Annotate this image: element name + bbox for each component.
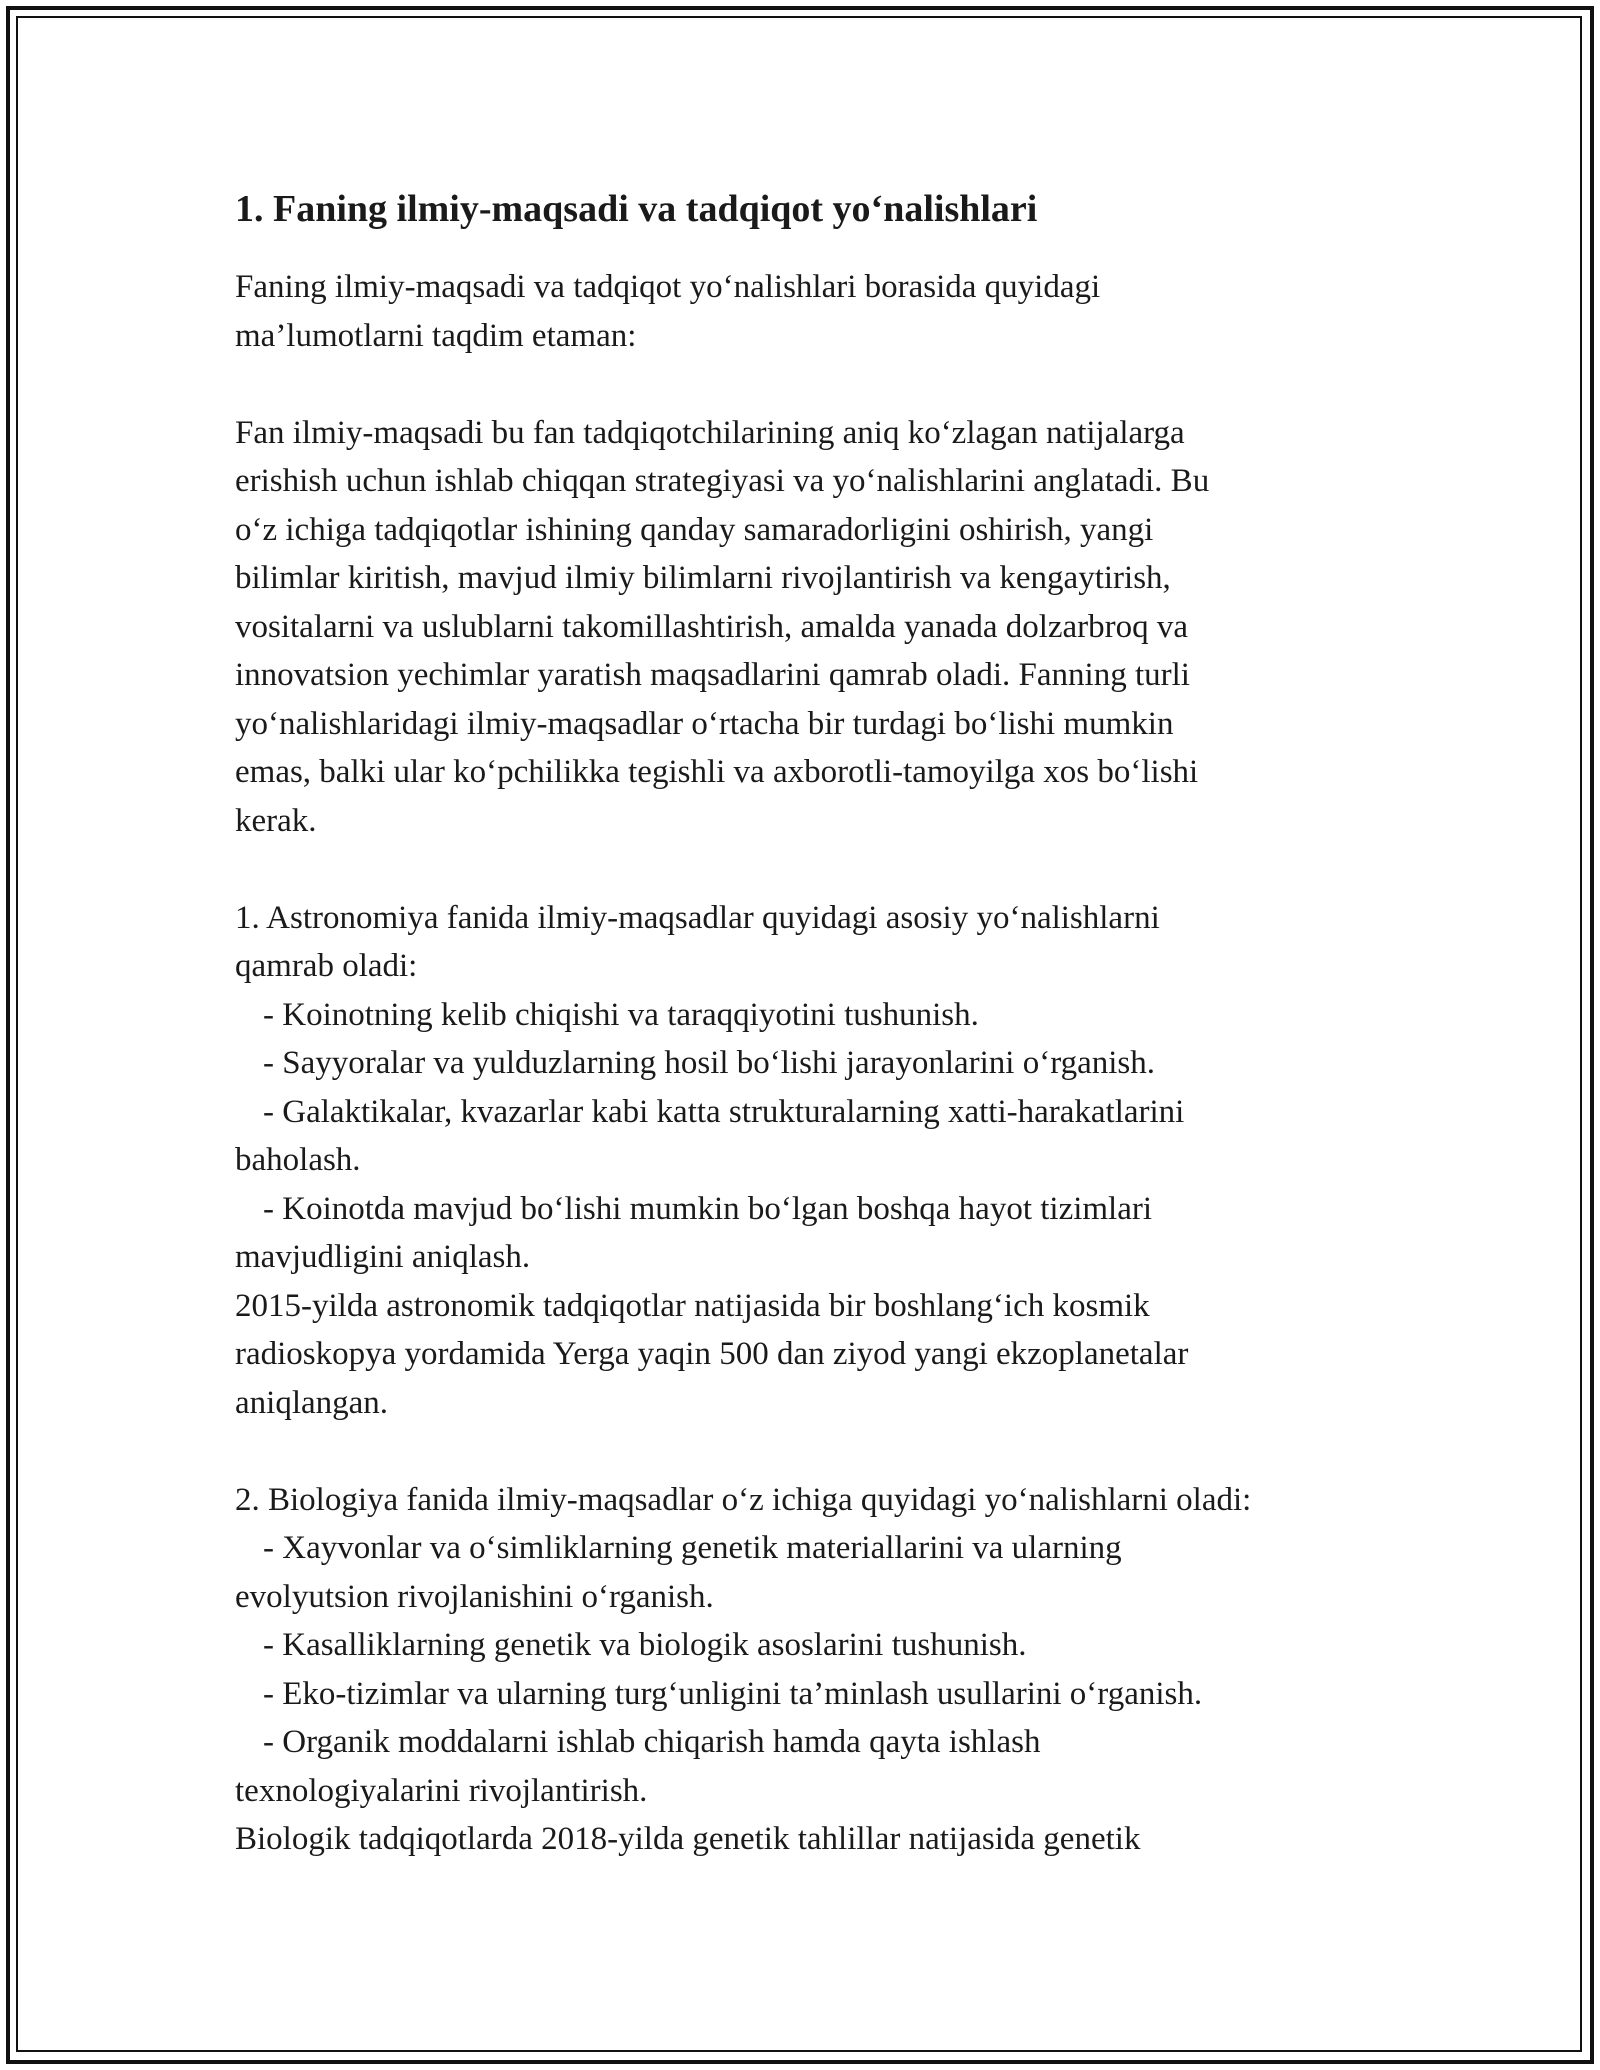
text-line: radioskopya yordamida Yerga yaqin 500 dan ziyod yangi ekzoplanetalar xyxy=(235,1336,1189,1372)
list-item: - Eko-tizimlar va ularning turg‘unligini ta’minlash usullarini o‘rganish. xyxy=(263,1675,1203,1712)
text-line: emas, balki ular ko‘pchilikka tegishli va axborotli-tamoyilga xos bo‘lishi xyxy=(235,754,1199,790)
list-item-continuation: texnologiyalarini rivojlantirish. xyxy=(235,1772,648,1809)
text-line: ma’lumotlarni taqdim etaman: xyxy=(235,317,637,354)
section-heading: 1. Faning ilmiy-maqsadi va tadqiqot yo‘nalishlari xyxy=(235,188,1038,230)
document-body xyxy=(235,185,1395,1864)
list-heading: qamrab oladi: xyxy=(235,948,418,984)
list-heading: 2. Biologiya fanida ilmiy-maqsadlar o‘z ichiga quyidagi yo‘nalishlarni oladi: xyxy=(235,1481,1252,1518)
list-item-continuation: mavjudligini aniqlash. xyxy=(235,1239,531,1275)
list-item: - Koinotning kelib chiqishi va taraqqiyotini tushunish. xyxy=(263,996,979,1033)
text-line: yo‘nalishlaridagi ilmiy-maqsadlar o‘rtacha bir turdagi bo‘lishi mumkin xyxy=(235,705,1174,742)
intro-paragraph xyxy=(235,263,1395,360)
text-line: bilimlar kiritish, mavjud ilmiy bilimlarni rivojlantirish va kengaytirish, xyxy=(235,560,1171,596)
definition-paragraph xyxy=(235,409,1395,846)
list-item: - Sayyoralar va yulduzlarning hosil bo‘lishi jarayonlarini o‘rganish. xyxy=(263,1045,1156,1081)
text-line: aniqlangan. xyxy=(235,1384,389,1421)
text-line: innovatsion yechimlar yaratish maqsadlarini qamrab oladi. Fanning turli xyxy=(235,657,1190,693)
list-item-continuation: baholash. xyxy=(235,1142,361,1178)
list-item: - Organik moddalarni ishlab chiqarish hamda qayta ishlash xyxy=(263,1724,1041,1760)
astronomy-section xyxy=(235,894,1395,1428)
text-line: 2015-yilda astronomik tadqiqotlar natijasida bir boshlang‘ich kosmik xyxy=(235,1287,1150,1324)
list-item: - Xayvonlar va o‘simliklarning genetik materiallarini va ularning xyxy=(263,1530,1122,1566)
text-line: Faning ilmiy-maqsadi va tadqiqot yo‘nalishlari borasida quyidagi xyxy=(235,269,1101,305)
list-heading: 1. Astronomiya fanida ilmiy-maqsadlar quyidagi asosiy yo‘nalishlarni xyxy=(235,899,1160,936)
list-item: - Kasalliklarning genetik va biologik asoslarini tushunish. xyxy=(263,1627,1027,1663)
text-line: erishish uchun ishlab chiqqan strategiyasi va yo‘nalishlarini anglatadi. Bu xyxy=(235,463,1210,499)
text-line: vositalarni va uslublarni takomillashtirish, amalda yanada dolzarbroq va xyxy=(235,608,1189,645)
list-item: - Galaktikalar, kvazarlar kabi katta strukturalarning xatti-harakatlarini xyxy=(263,1093,1185,1130)
text-line: o‘z ichiga tadqiqotlar ishining qanday samaradorligini oshirish, yangi xyxy=(235,511,1154,548)
biology-section xyxy=(235,1476,1395,1864)
text-line: Fan ilmiy-maqsadi bu fan tadqiqotchilarining aniq ko‘zlagan natijalarga xyxy=(235,414,1185,451)
text-line: kerak. xyxy=(235,802,317,839)
list-item-continuation: evolyutsion rivojlanishini o‘rganish. xyxy=(235,1578,714,1615)
text-line: Biologik tadqiqotlarda 2018-yilda genetik tahlillar natijasida genetik xyxy=(235,1821,1141,1857)
list-item: - Koinotda mavjud bo‘lishi mumkin bo‘lgan boshqa hayot tizimlari xyxy=(263,1190,1153,1227)
